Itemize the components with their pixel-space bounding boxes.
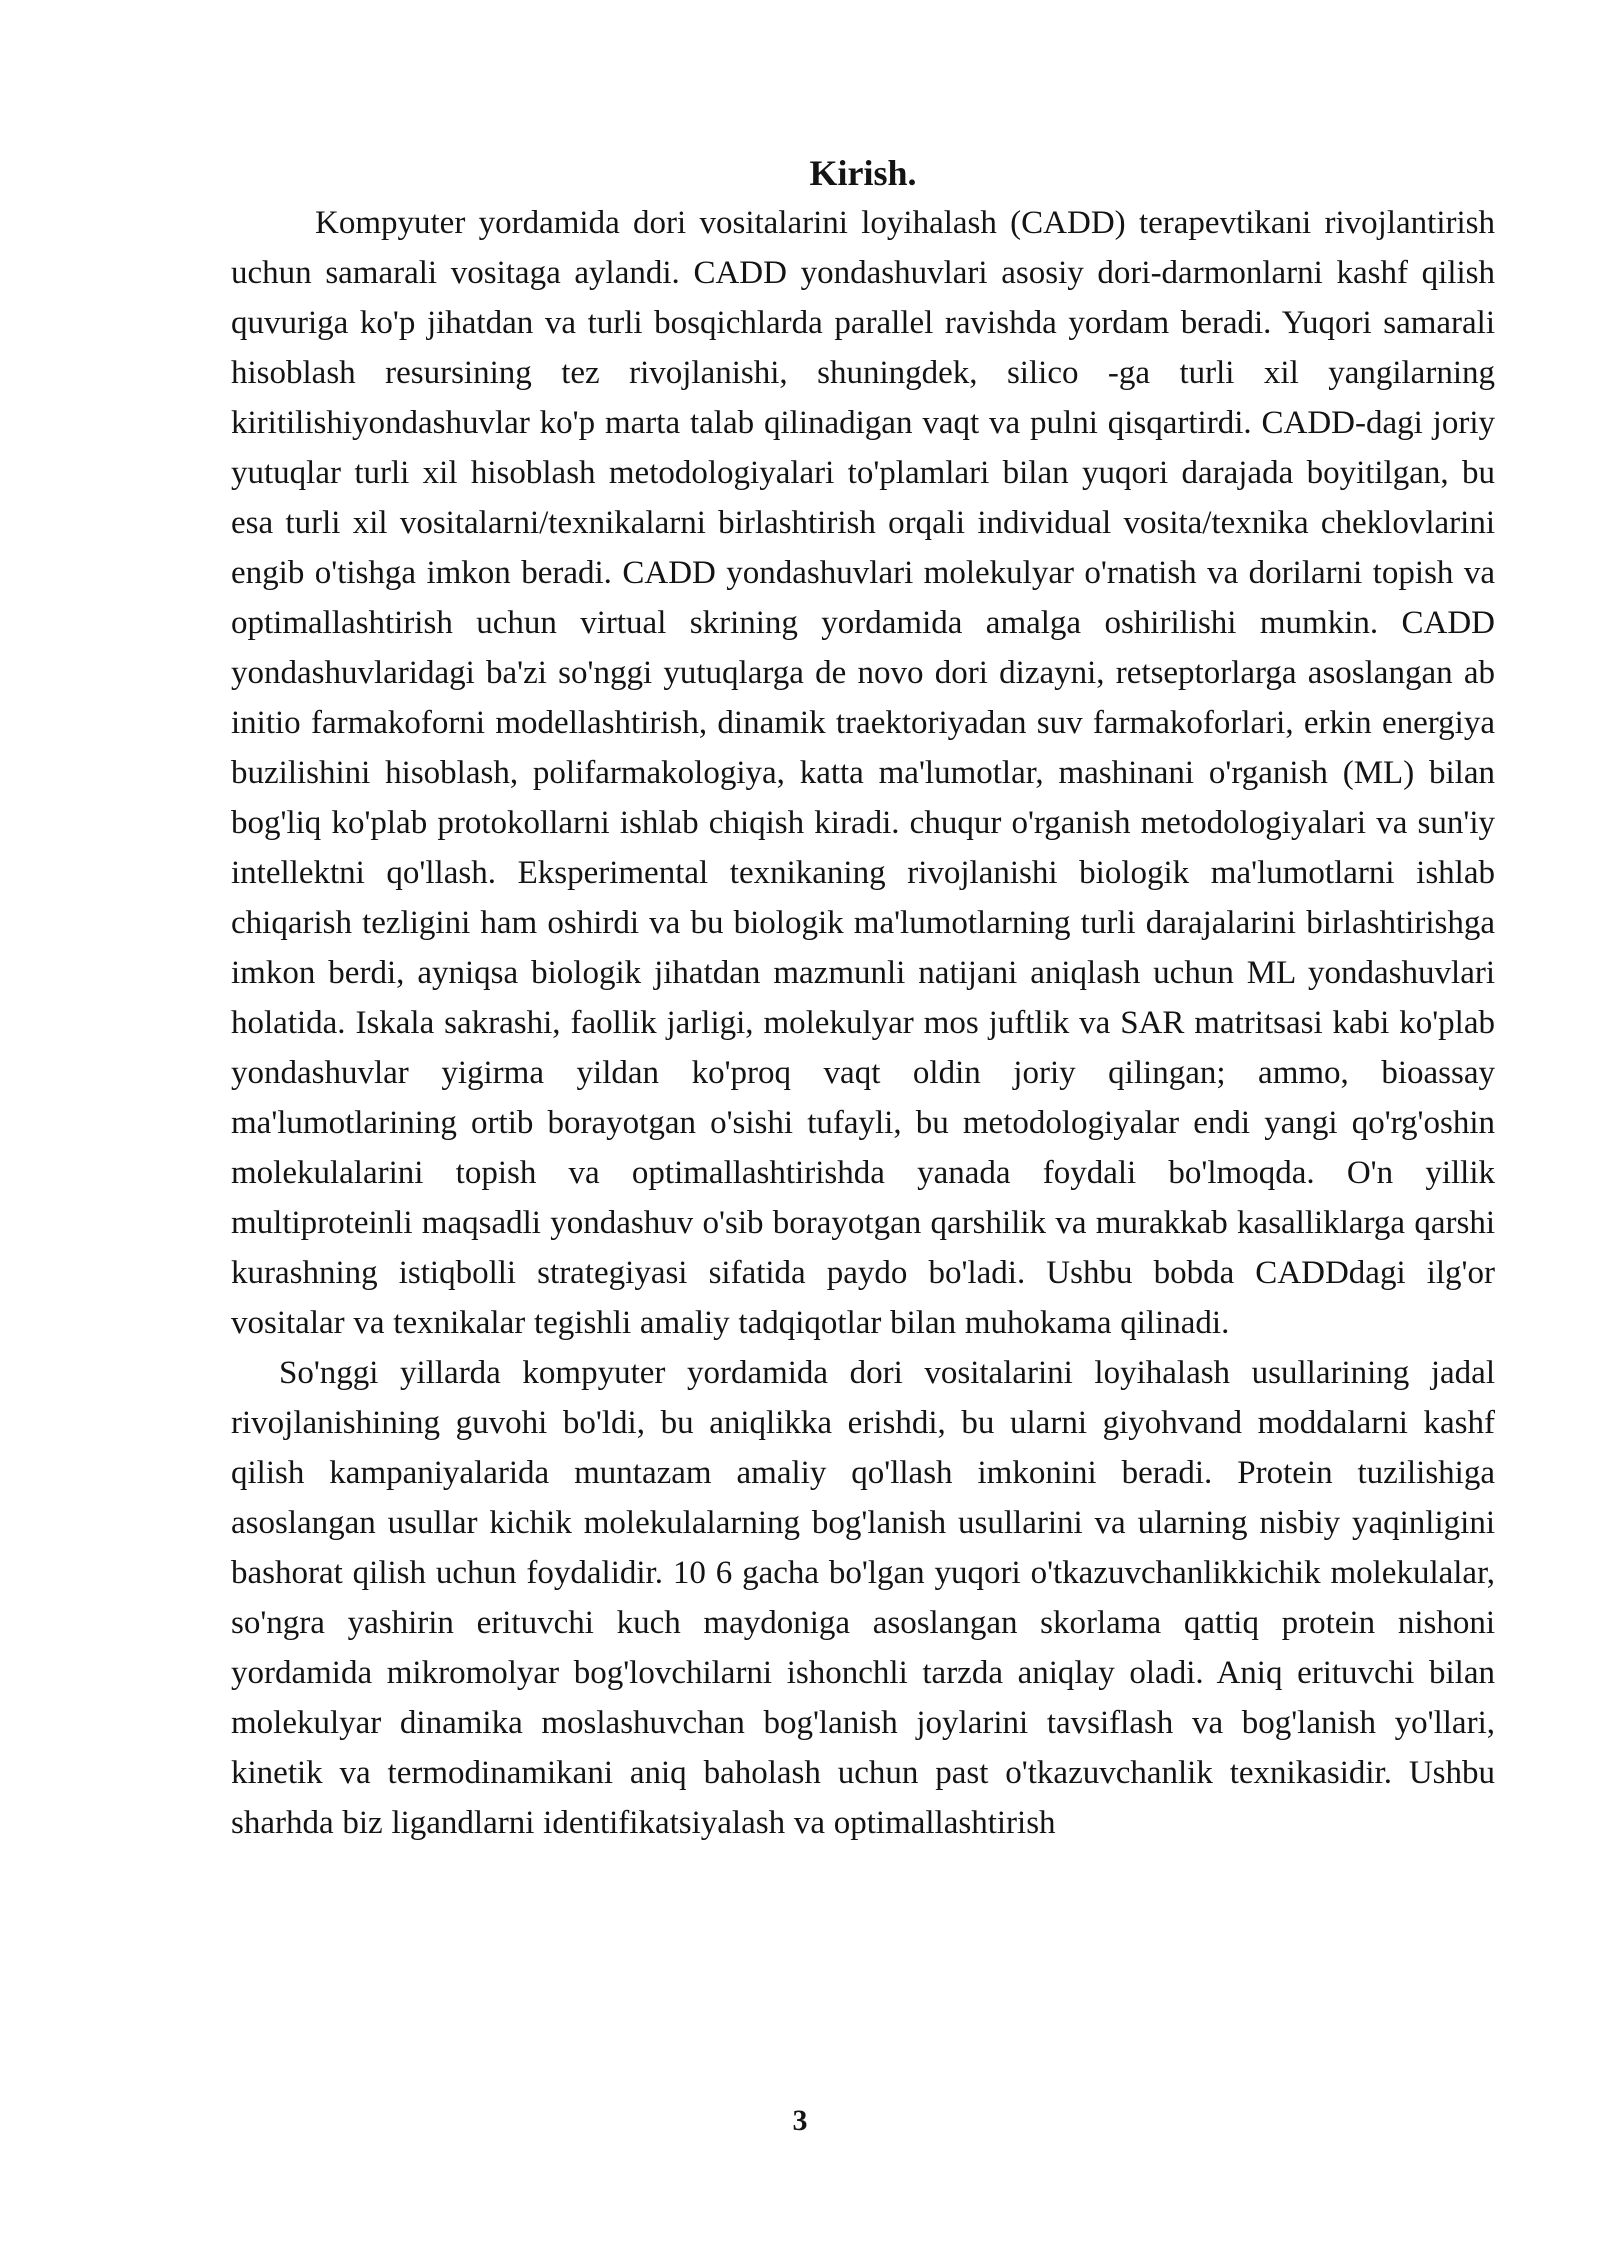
paragraph-2: So'nggi yillarda kompyuter yordamida dori vositalarini loyihalash usullarining jadal rivojlanishining guvohi bo'ldi, bu aniqlikka erishdi, bu ularni giyohvand moddalarni kashf qilish kampaniyalarida muntazam amaliy qo'llash imkonini beradi. Protein tuzilishiga asoslangan usullar kichik molekulalarning bog'lanish usullarini va ularning nisbiy yaqinligini bashorat qilish uchun foydalidir. 10 6 gacha bo'lgan yuqori o'tkazuvchanlikkichik molekulalar, so'ngra yashirin erituvchi kuch maydoniga asoslangan skorlama qattiq protein nishoni yordamida mikromolyar bog'lovchilarni ishonchli tarzda aniqlay oladi. Aniq erituvchi bilan molekulyar dinamika moslashuvchan bog'lanish joylarini tavsiflash va bog'lanish yo'llari, kinetik va termodinamikani aniq baholash uchun past o'tkazuvchanlik texnikasidir. Ushbu sharhda biz ligandlarni identifikatsiyalash va optimallashtirish (231, 1355, 1495, 1841)
section-heading: Kirish. (809, 153, 917, 193)
page-number: 3 (792, 2104, 808, 2137)
page-body (231, 148, 1495, 1848)
paragraph-1: Kompyuter yordamida dori vositalarini loyihalash (CADD) terapevtikani rivojlantirish uchun samarali vositaga aylandi. CADD yondashuvlari asosiy dori-darmonlarni kashf qilish quvuriga ko'p jihatdan va turli bosqichlarda parallel ravishda yordam beradi. Yuqori samarali hisoblash resursining tez rivojlanishi, shuningdek, silico -ga turli xil yangilarning kiritilishiyondashuvlar ko'p marta talab qilinadigan vaqt va pulni qisqartirdi. CADD-dagi joriy yutuqlar turli xil hisoblash metodologiyalari to'plamlari bilan yuqori darajada boyitilgan, bu esa turli xil vositalarni/texnikalarni birlashtirish orqali individual vosita/texnika cheklovlarini engib o'tishga imkon beradi. CADD yondashuvlari molekulyar o'rnatish va dorilarni topish va optimallashtirish uchun virtual skrining yordamida amalga oshirilishi mumkin. CADD yondashuvlaridagi ba'zi so'nggi yutuqlarga de novo dori dizayni, retseptorlarga asoslangan ab initio farmakoforni modellashtirish, dinamik traektoriyadan suv farmakoforlari, erkin energiya buzilishini hisoblash, polifarmakologiya, katta ma'lumotlar, mashinani o'rganish (ML) bilan bog'liq ko'plab protokollarni ishlab chiqish kiradi. chuqur o'rganish metodologiyalari va sun'iy intellektni qo'llash. Eksperimental texnikaning rivojlanishi biologik ma'lumotlarni ishlab chiqarish tezligini ham oshirdi va bu biologik ma'lumotlarning turli darajalarini birlashtirishga imkon berdi, ayniqsa biologik jihatdan mazmunli natijani aniqlash uchun ML yondashuvlari holatida. Iskala sakrashi, faollik jarligi, molekulyar mos juftlik va SAR matritsasi kabi ko'plab yondashuvlar yigirma yildan ko'proq vaqt oldin joriy qilingan; ammo, bioassay ma'lumotlarining ortib borayotgan o'sishi tufayli, bu metodologiyalar endi yangi qo'rg'oshin molekulalarini topish va optimallashtirishda yanada foydali bo'lmoqda. O'n yillik multiproteinli maqsadli yondashuv o'sib borayotgan qarshilik va murakkab kasalliklarga qarshi kurashning istiqbolli strategiyasi sifatida paydo bo'ladi. Ushbu bobda CADDdagi ilg'or vositalar va texnikalar tegishli amaliy tadqiqotlar bilan muhokama qilinadi. (231, 205, 1495, 1341)
